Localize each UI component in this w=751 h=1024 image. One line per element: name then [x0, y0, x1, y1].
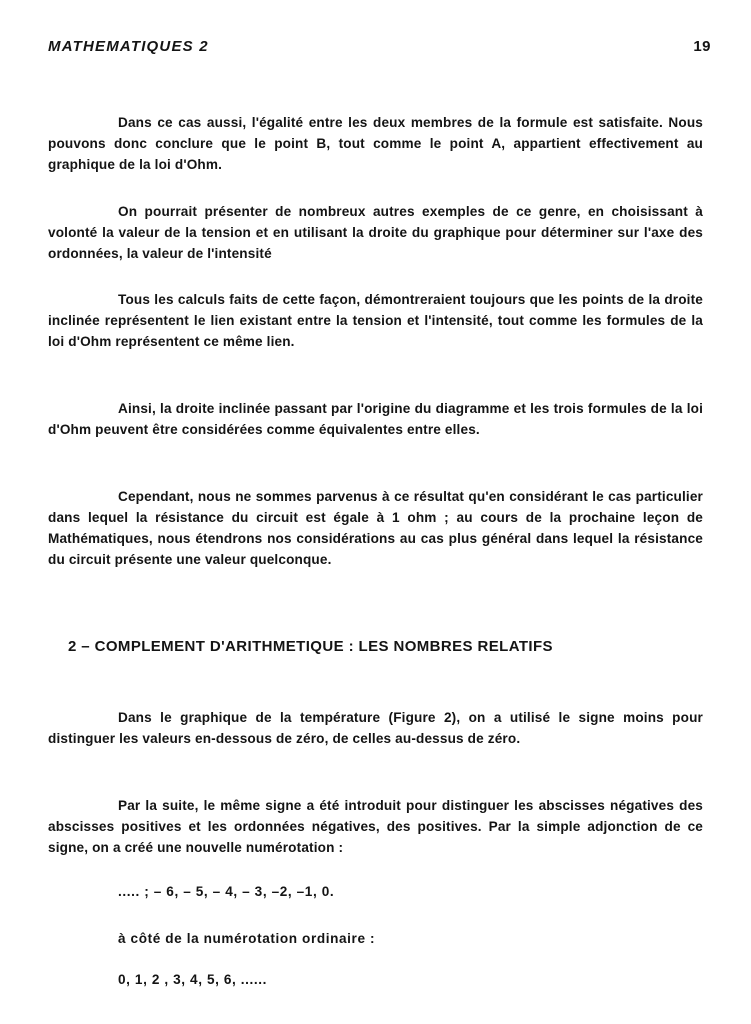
header-title: MATHEMATIQUES 2	[48, 38, 209, 55]
negative-number-sequence: ..... ; – 6, – 5, – 4, – 3, –2, –1, 0.	[118, 884, 335, 899]
ordinary-numbering-label: à côté de la numérotation ordinaire :	[118, 931, 376, 946]
paragraph-calculations: Tous les calculs faits de cette façon, démontreraient toujours que les points de la droite inclinée représentent le lien existant entre la tension et l'intensité, tout comme les formules de la loi d'Ohm représentent ce même lien.	[48, 292, 703, 349]
ordinary-number-sequence: 0, 1, 2 , 3, 4, 5, 6, ......	[118, 972, 268, 987]
page-number: 19	[693, 38, 711, 55]
paragraph-equivalence: Ainsi, la droite inclinée passant par l'origine du diagramme et les trois formules de la loi d'Ohm peuvent être considérées comme équivalentes entre elles.	[48, 401, 703, 437]
paragraph-temperature-graph: Dans le graphique de la température (Figure 2), on a utilisé le signe moins pour distinguer les valeurs en-dessous de zéro, de celles au-dessus de zéro.	[48, 710, 703, 746]
paragraph-ohm-point-b: Dans ce cas aussi, l'égalité entre les deux membres de la formule est satisfaite. Nous pouvons donc conclure que le point B, tout comme le point A, appartient effectivement au graphique de la loi d'Ohm.	[48, 115, 703, 172]
paragraph-minus-sign: Par la suite, le même signe a été introduit pour distinguer les abscisses négatives des abscisses positives et les ordonnées négatives, des positives. Par la simple adjonction de ce signe, on a créé une nouvelle numérotation :	[48, 798, 703, 855]
section-heading: 2 – COMPLEMENT D'ARITHMETIQUE : LES NOMBRES RELATIFS	[68, 638, 553, 655]
paragraph-other-examples: On pourrait présenter de nombreux autres exemples de ce genre, en choisissant à volonté la valeur de la tension et en utilisant la droite du graphique pour déterminer sur l'axe des ordonnées, la valeur de l'intensité	[48, 204, 703, 261]
paragraph-particular-case: Cependant, nous ne sommes parvenus à ce résultat qu'en considérant le cas particulier dans lequel la résistance du circuit est égale à 1 ohm ; au cours de la prochaine leçon de Mathématiques, nous étendrons nos considérations au cas plus général dans lequel la résistance du circuit présente une valeur quelconque.	[48, 489, 703, 567]
running-header	[48, 38, 711, 58]
